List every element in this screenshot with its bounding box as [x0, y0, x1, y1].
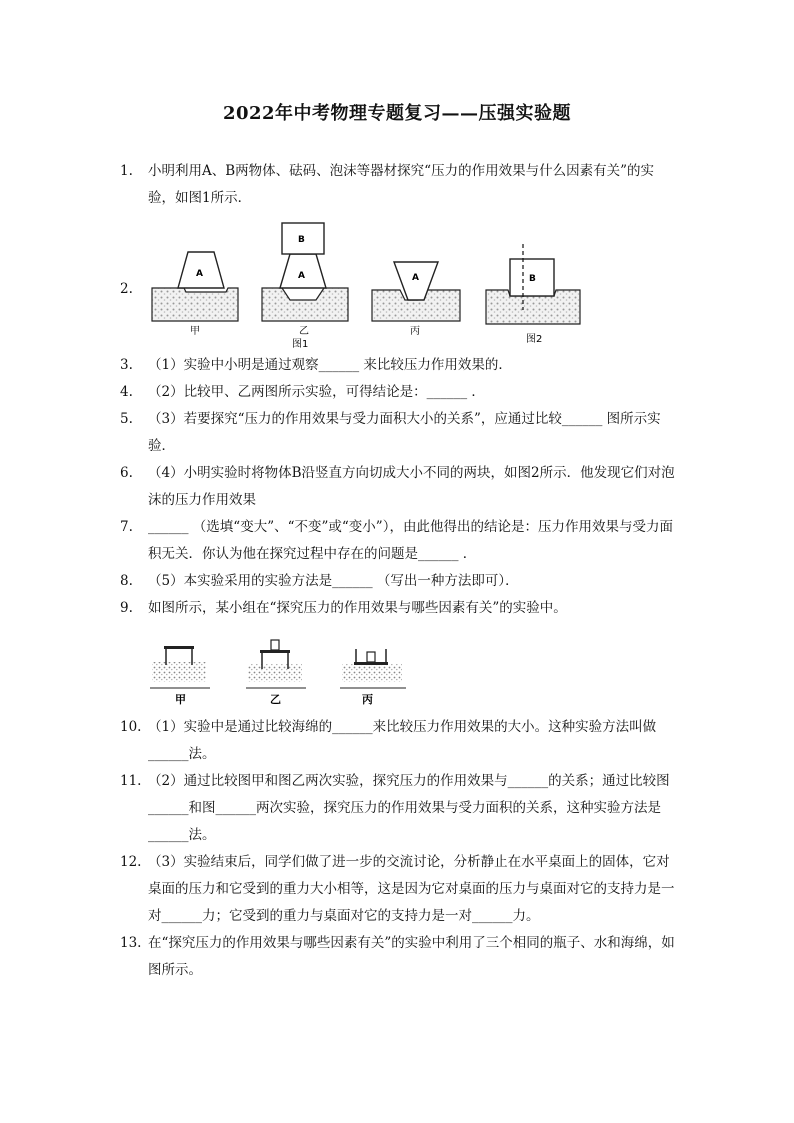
list-item	[120, 714, 680, 768]
list-item	[120, 514, 680, 568]
caption-fig2: 图2	[526, 334, 543, 345]
item-text: （1）实验中小明是通过观察______ 来比较压力作用效果的．	[148, 357, 512, 373]
item-number: 8.	[120, 573, 133, 589]
item-number: 7.	[120, 519, 133, 535]
sponge	[152, 662, 206, 682]
stool-top	[164, 646, 194, 649]
list-item	[120, 595, 680, 622]
item-number: 1.	[120, 163, 133, 179]
caption-jia: 甲	[190, 326, 200, 337]
item-number: 6.	[120, 465, 133, 481]
label-a: A	[412, 273, 419, 283]
list-item	[120, 930, 680, 984]
caption-jia: 甲	[175, 693, 186, 706]
item-number: 5.	[120, 411, 133, 427]
list-item	[120, 379, 680, 406]
item-number: 12.	[120, 854, 142, 870]
weight	[367, 652, 375, 662]
item-text: （3）实验结束后，同学们做了进一步的交流讨论，分析静止在水平桌面上的固体，它对桌面的压力和它受到的重力大小相等，这是因为它对桌面的压力与桌面对它的支持力是一对______力；它受到的重力与桌面对它的支持力是一对______力。	[148, 854, 675, 924]
item-text: （4）小明实验时将物体B沿竖直方向切成大小不同的两块，如图2所示．他发现它们对泡沫的压力作用效果	[148, 465, 675, 508]
label-a: A	[196, 269, 203, 279]
list-item	[120, 768, 680, 849]
label-b: B	[298, 235, 305, 245]
sponge	[342, 664, 402, 682]
sponge	[248, 664, 302, 682]
item-number: 10.	[120, 719, 142, 735]
label-b: B	[529, 274, 536, 284]
figure-2	[148, 636, 412, 708]
item-text: 小明利用A、B两物体、砝码、泡沫等器材探究“压力的作用效果与什么因素有关”的实验，如图1所示．	[148, 163, 654, 206]
item-text: （3）若要探究“压力的作用效果与受力面积大小的关系”，应通过比较______ 图所示实验．	[148, 411, 661, 454]
item-number: 13.	[120, 935, 142, 951]
item-text: （5）本实验采用的实验方法是______ （写出一种方法即可）．	[148, 573, 519, 589]
list-item	[120, 460, 680, 514]
label-a: A	[298, 271, 305, 281]
item-text: （2）通过比较图甲和图乙两次实验，探究压力的作用效果与______的关系；通过比较图______和图______两次实验，探究压力的作用效果与受力面积的关系，这种实验方法是______法。	[148, 773, 670, 843]
item-text: 在“探究压力的作用效果与哪些因素有关”的实验中利用了三个相同的瓶子、水和海绵，如图所示。	[148, 935, 675, 978]
item-number: 4.	[120, 384, 133, 400]
weight	[271, 640, 279, 650]
item-text: ______ （选填“变大”、“不变”或“变小”），由此他得出的结论是：压力作用效果与受力面积无关．你认为他在探究过程中存在的问题是______ ．	[148, 519, 673, 562]
caption-bing: 丙	[410, 326, 420, 337]
page-title: 2022年中考物理专题复习——压强实验题	[222, 103, 572, 124]
item-number: 3.	[120, 357, 133, 373]
caption-yi: 乙	[270, 693, 281, 706]
figure-1	[148, 218, 588, 348]
foam-block	[152, 288, 238, 321]
list-item	[120, 352, 680, 379]
item-number: 11.	[120, 773, 142, 789]
list-item	[120, 406, 680, 460]
list-item	[120, 849, 680, 930]
item-text: （2）比较甲、乙两图所示实验，可得结论是：______ ．	[148, 384, 485, 400]
foam-block	[262, 288, 348, 321]
list-item	[120, 568, 680, 595]
caption-fig1: 图1	[292, 339, 309, 348]
caption-yi: 乙	[299, 326, 309, 337]
item-text: （1）实验中是通过比较海绵的______来比较压力作用效果的大小。这种实验方法叫做______法。	[148, 719, 657, 762]
item-text: 如图所示，某小组在“探究压力的作用效果与哪些因素有关”的实验中。	[148, 600, 567, 616]
item-number: 2.	[120, 281, 133, 297]
item-number: 9.	[120, 600, 133, 616]
list-item	[120, 158, 680, 212]
caption-bing: 丙	[362, 693, 373, 706]
